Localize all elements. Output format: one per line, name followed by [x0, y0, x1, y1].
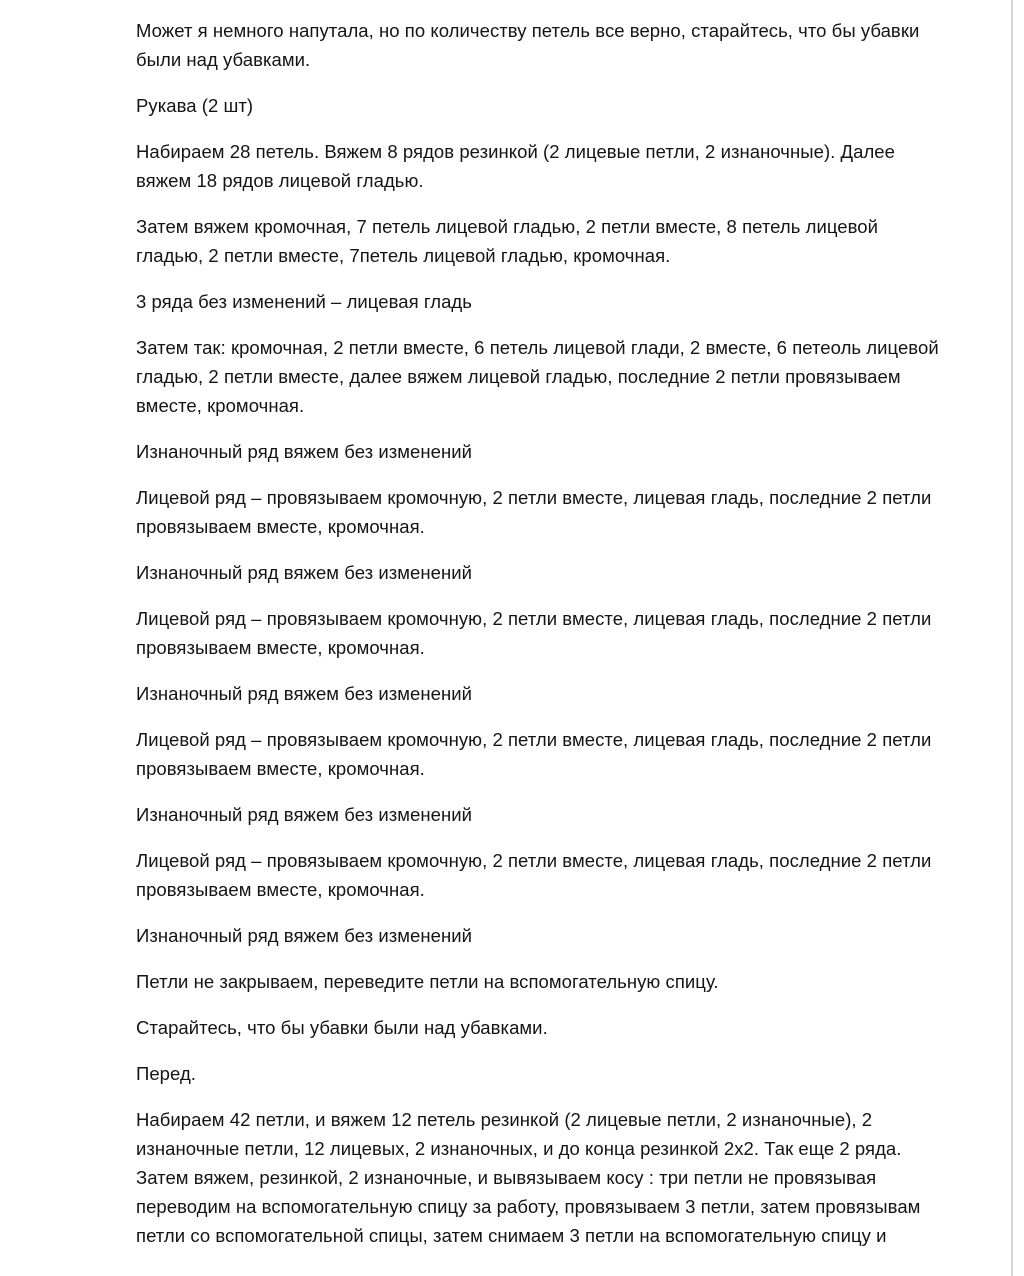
paragraph-first-decrease: Затем вяжем кромочная, 7 петель лицевой гладью, 2 петли вместе, 8 петель лицевой гладью, 2 петли вместе, 7петель лицевой гладью, кромочная. — [136, 216, 879, 266]
document-body — [136, 16, 946, 1267]
paragraph-knit-row: Лицевой ряд – провязываем кромочную, 2 петли вместе, лицевая гладь, последние 2 петли провязываем вместе, кромочная. — [136, 608, 932, 658]
paragraph-three-rows: 3 ряда без изменений – лицевая гладь — [136, 291, 472, 312]
paragraph-knit-row: Лицевой ряд – провязываем кромочную, 2 петли вместе, лицевая гладь, последние 2 петли провязываем вместе, кромочная. — [136, 850, 932, 900]
paragraph-purl-row: Изнаночный ряд вяжем без изменений — [136, 683, 473, 704]
paragraph-second-decrease: Затем так: кромочная, 2 петли вместе, 6 петель лицевой глади, 2 вместе, 6 петеоль лицевой гладью, 2 петли вместе, далее вяжем лицевой гладью, последние 2 петли провязываем вместе, кромочная. — [136, 337, 939, 416]
paragraph-purl-row: Изнаночный ряд вяжем без изменений — [136, 441, 473, 462]
paragraph-purl-row: Изнаночный ряд вяжем без изменений — [136, 925, 473, 946]
paragraph-knit-row: Лицевой ряд – провязываем кромочную, 2 петли вместе, лицевая гладь, последние 2 петли провязываем вместе, кромочная. — [136, 487, 932, 537]
heading-sleeves: Рукава (2 шт) — [136, 95, 254, 116]
paragraph-purl-row: Изнаночный ряд вяжем без изменений — [136, 804, 473, 825]
paragraph-decrease-alignment: Старайтесь, что бы убавки были над убавками. — [136, 1017, 548, 1038]
paragraph-intro-note: Может я немного напутала, но по количеству петель все верно, старайтесь, что бы убавки были над убавками. — [136, 20, 920, 70]
paragraph-stitch-holder: Петли не закрываем, переведите петли на вспомогательную спицу. — [136, 971, 719, 992]
paragraph-front-cast-on: Набираем 42 петли, и вяжем 12 петель резинкой (2 лицевые петли, 2 изнаночные), 2 изнаночные петли, 12 лицевых, 2 изнаночных, и до конца резинкой 2х2. Так еще 2 ряда. Затем вяжем, резинкой, 2 изнаночные, и вывязываем косу : три петли не провязывая переводим на вспомогательную спицу за работу, провязываем 3 петли, затем провязывам петли со вспомогательной спицы, затем снимаем 3 петли на вспомогательную спицу и — [136, 1109, 921, 1246]
paragraph-cast-on-sleeves: Набираем 28 петель. Вяжем 8 рядов резинкой (2 лицевые петли, 2 изнаночные). Далее вяжем 18 рядов лицевой гладью. — [136, 141, 895, 191]
paragraph-knit-row: Лицевой ряд – провязываем кромочную, 2 петли вместе, лицевая гладь, последние 2 петли провязываем вместе, кромочная. — [136, 729, 932, 779]
heading-front: Перед. — [136, 1063, 196, 1084]
paragraph-purl-row: Изнаночный ряд вяжем без изменений — [136, 562, 473, 583]
page-edge-divider — [1011, 0, 1013, 1276]
